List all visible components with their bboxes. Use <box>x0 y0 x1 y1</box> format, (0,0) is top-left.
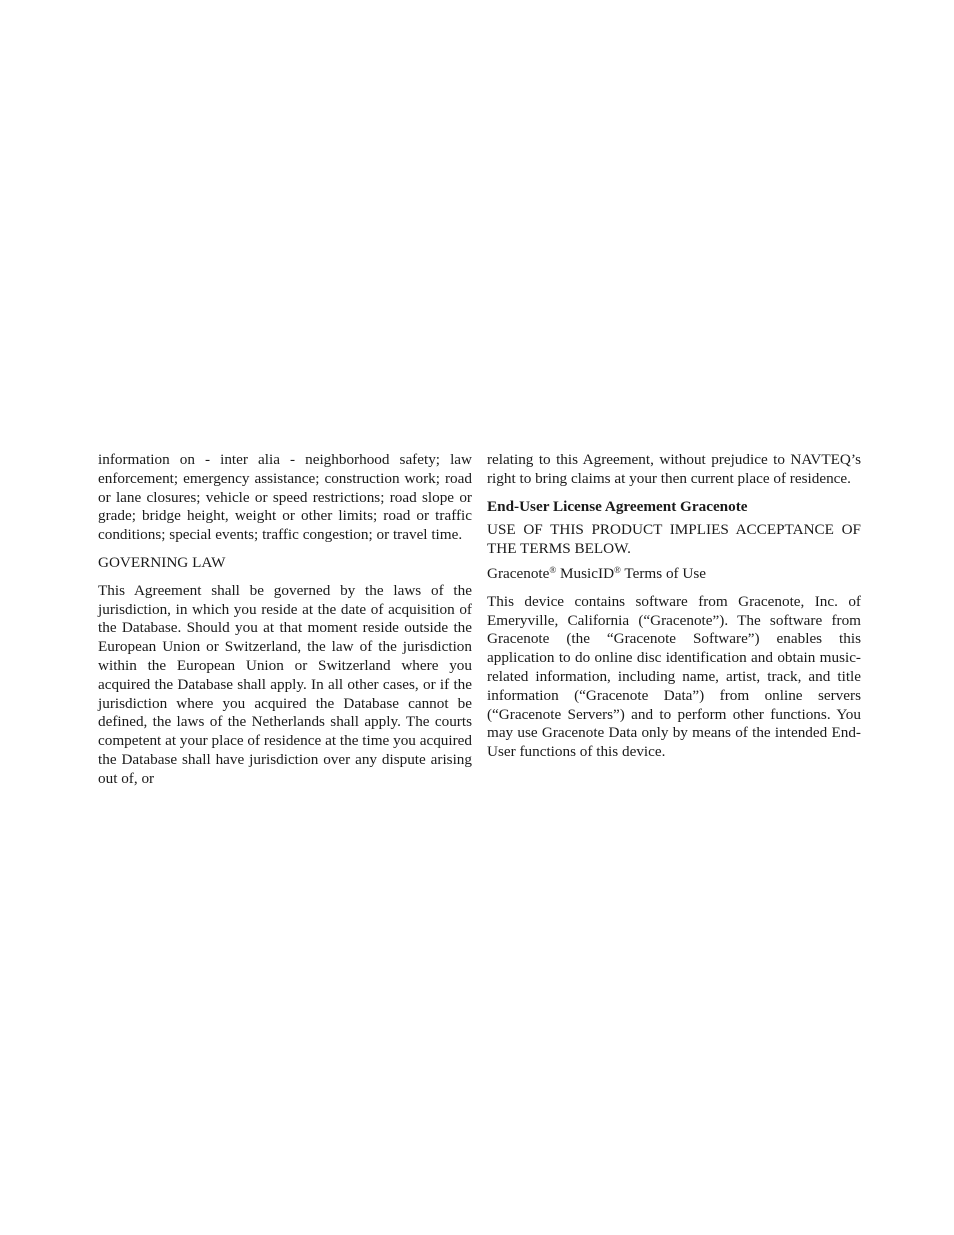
registered-mark-2: ® <box>614 564 621 575</box>
left-column <box>98 451 472 798</box>
terms-title-part3: Terms of Use <box>620 564 707 582</box>
paragraph-continued: relating to this Agreement, without prejudice to NAVTEQ’s right to bring claims at your then current place of residence. <box>487 451 861 487</box>
paragraph-acceptance: USE OF THIS PRODUCT IMPLIES ACCEPTANCE OF THE TERMS BELOW. <box>487 521 861 558</box>
paragraph-device-software: This device contains software from Gracenote, Inc. of Emeryville, California (“Gracenote”). The software from Gracenote (the “Gracenote Software”) enables this application to do online disc identification and obtain music-related information, including name, artist, track, and title information (“Gracenote Data”) from online servers (“Gracenote Servers”) and to perform other functions. You may use Gracenote Data only by means of the intended End-User functions of this device. <box>487 592 861 761</box>
terms-title-part1: Gracenote <box>487 564 550 582</box>
registered-mark-1: ® <box>549 564 557 575</box>
right-column <box>487 451 861 771</box>
paragraph-information: information on - inter alia - neighborhood safety; law enforcement; emergency assistance; construction work; road or lane closures; vehicle or speed restrictions; road slope or grade; bridge height, weight or other limits; road or traffic conditions; special events; traffic congestion; or travel time. <box>98 451 472 544</box>
terms-title-part2: MusicID <box>556 564 615 582</box>
heading-governing-law: GOVERNING LAW <box>98 553 226 571</box>
heading-terms-of-use <box>487 565 861 584</box>
heading-eula-gracenote: End-User License Agreement Gracenote <box>487 497 748 515</box>
paragraph-governing-law: This Agreement shall be governed by the laws of the jurisdiction, in which you reside at the date of acquisition of the Database. Should you at that moment reside outside the European Union or Switzerland, the law of the jurisdiction within the European Union or Switzerland where you acquired the Database shall apply. In all other cases, or if the jurisdiction where you acquired the Database cannot be defined, the laws of the Netherlands shall apply. The courts competent at your place of residence at the time you acquired the Database shall have jurisdiction over any dispute arising out of, or <box>98 581 472 787</box>
